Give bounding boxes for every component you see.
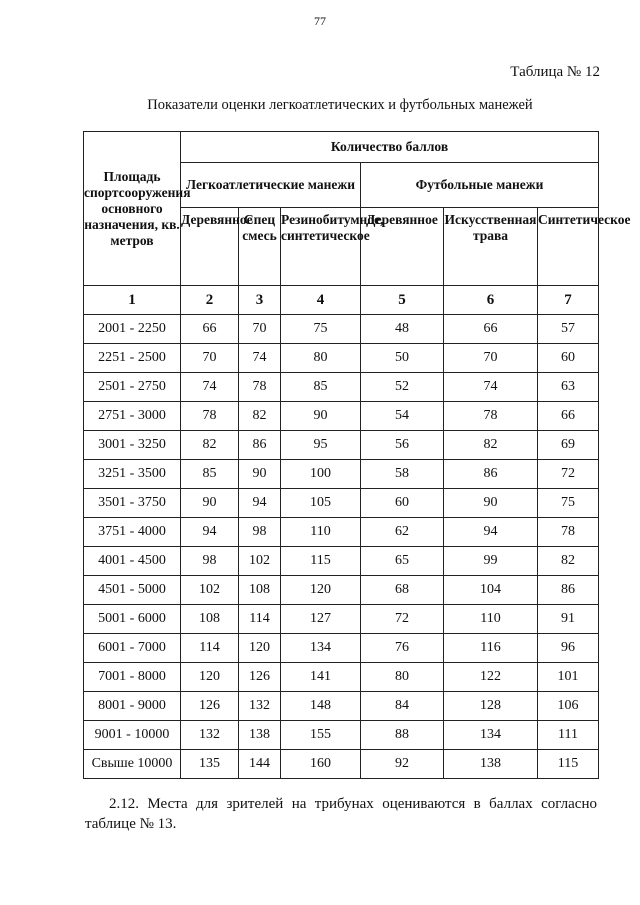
table-body [84, 315, 599, 779]
table-row [84, 547, 599, 576]
area-range-cell: 4001 - 4500 [84, 547, 181, 576]
column-number: 3 [239, 286, 281, 315]
score-cell: 115 [281, 547, 361, 576]
score-cell: 106 [538, 692, 599, 721]
score-cell: 138 [444, 750, 538, 779]
table-row [84, 460, 599, 489]
table-row [84, 518, 599, 547]
header-athletics-special: Спец смесь [239, 208, 281, 286]
table-row [84, 663, 599, 692]
score-cell: 70 [239, 315, 281, 344]
score-cell: 135 [181, 750, 239, 779]
score-cell: 52 [361, 373, 444, 402]
score-cell: 94 [181, 518, 239, 547]
score-cell: 90 [181, 489, 239, 518]
score-cell: 98 [239, 518, 281, 547]
score-cell: 82 [444, 431, 538, 460]
header-points: Количество баллов [181, 132, 599, 163]
score-cell: 90 [444, 489, 538, 518]
score-cell: 148 [281, 692, 361, 721]
scores-table [83, 131, 631, 779]
area-range-cell: 4501 - 5000 [84, 576, 181, 605]
header-football-wood: Деревянное [361, 208, 444, 286]
area-range-cell: 3001 - 3250 [84, 431, 181, 460]
score-cell: 111 [538, 721, 599, 750]
score-cell: 86 [239, 431, 281, 460]
header-football-synthetic: Синтетическое [538, 208, 599, 286]
table-row [84, 315, 599, 344]
area-range-cell: 3251 - 3500 [84, 460, 181, 489]
score-cell: 92 [361, 750, 444, 779]
score-cell: 48 [361, 315, 444, 344]
score-cell: 120 [239, 634, 281, 663]
score-cell: 86 [538, 576, 599, 605]
table-row [84, 605, 599, 634]
score-cell: 68 [361, 576, 444, 605]
header-football-artificial: Искусственная трава [444, 208, 538, 286]
table-row [84, 692, 599, 721]
score-cell: 94 [239, 489, 281, 518]
score-cell: 57 [538, 315, 599, 344]
score-cell: 85 [181, 460, 239, 489]
score-cell: 56 [361, 431, 444, 460]
score-cell: 132 [181, 721, 239, 750]
score-cell: 90 [239, 460, 281, 489]
score-cell: 134 [444, 721, 538, 750]
score-cell: 120 [181, 663, 239, 692]
score-cell: 74 [181, 373, 239, 402]
header-area: Площадь спортсооружения основного назначения, кв. метров [84, 132, 181, 286]
column-number: 2 [181, 286, 239, 315]
page-number: 77 [314, 14, 326, 28]
area-range-cell: 2001 - 2250 [84, 315, 181, 344]
score-cell: 108 [181, 605, 239, 634]
score-cell: 74 [239, 344, 281, 373]
score-cell: 110 [281, 518, 361, 547]
score-cell: 66 [181, 315, 239, 344]
score-cell: 134 [281, 634, 361, 663]
score-cell: 98 [181, 547, 239, 576]
score-cell: 132 [239, 692, 281, 721]
score-cell: 78 [239, 373, 281, 402]
score-cell: 72 [361, 605, 444, 634]
score-cell: 99 [444, 547, 538, 576]
score-cell: 102 [181, 576, 239, 605]
score-cell: 90 [281, 402, 361, 431]
area-range-cell: 8001 - 9000 [84, 692, 181, 721]
score-cell: 78 [181, 402, 239, 431]
column-number: 1 [84, 286, 181, 315]
header-football: Футбольные манежи [361, 163, 599, 208]
column-number: 7 [538, 286, 599, 315]
score-cell: 141 [281, 663, 361, 692]
table-row [84, 489, 599, 518]
table-row [84, 750, 599, 779]
score-cell: 63 [538, 373, 599, 402]
score-cell: 82 [239, 402, 281, 431]
score-cell: 74 [444, 373, 538, 402]
score-cell: 155 [281, 721, 361, 750]
score-cell: 94 [444, 518, 538, 547]
score-cell: 91 [538, 605, 599, 634]
score-cell: 105 [281, 489, 361, 518]
score-cell: 78 [444, 402, 538, 431]
score-cell: 69 [538, 431, 599, 460]
footer-paragraph: 2.12. Места для зрителей на трибунах оцениваются в баллах согласно таблице № 13. [85, 796, 597, 832]
header-athletics-rubber: Резинобитумное, синтетическое [281, 208, 361, 286]
score-cell: 75 [538, 489, 599, 518]
score-cell: 127 [281, 605, 361, 634]
score-cell: 76 [361, 634, 444, 663]
area-range-cell: 2751 - 3000 [84, 402, 181, 431]
table-label: Таблица № 12 [510, 64, 600, 80]
score-cell: 114 [239, 605, 281, 634]
area-range-cell: 5001 - 6000 [84, 605, 181, 634]
score-cell: 72 [538, 460, 599, 489]
score-cell: 82 [181, 431, 239, 460]
score-cell: 80 [361, 663, 444, 692]
table-row [84, 576, 599, 605]
score-cell: 86 [444, 460, 538, 489]
score-cell: 100 [281, 460, 361, 489]
score-cell: 82 [538, 547, 599, 576]
score-cell: 78 [538, 518, 599, 547]
score-cell: 126 [181, 692, 239, 721]
score-cell: 54 [361, 402, 444, 431]
score-cell: 62 [361, 518, 444, 547]
score-cell: 120 [281, 576, 361, 605]
area-range-cell: 3501 - 3750 [84, 489, 181, 518]
score-cell: 96 [538, 634, 599, 663]
score-cell: 101 [538, 663, 599, 692]
score-cell: 128 [444, 692, 538, 721]
score-cell: 80 [281, 344, 361, 373]
score-cell: 75 [281, 315, 361, 344]
table-row [84, 402, 599, 431]
table-row [84, 634, 599, 663]
score-cell: 66 [444, 315, 538, 344]
score-cell: 70 [444, 344, 538, 373]
score-cell: 65 [361, 547, 444, 576]
score-cell: 122 [444, 663, 538, 692]
score-cell: 85 [281, 373, 361, 402]
score-cell: 116 [444, 634, 538, 663]
column-number: 4 [281, 286, 361, 315]
table-row [84, 373, 599, 402]
score-cell: 108 [239, 576, 281, 605]
score-cell: 160 [281, 750, 361, 779]
table-title: Показатели оценки легкоатлетических и футбольных манежей [147, 97, 533, 113]
area-range-cell: 9001 - 10000 [84, 721, 181, 750]
score-cell: 84 [361, 692, 444, 721]
score-cell: 95 [281, 431, 361, 460]
score-cell: 66 [538, 402, 599, 431]
score-cell: 114 [181, 634, 239, 663]
score-cell: 138 [239, 721, 281, 750]
score-cell: 110 [444, 605, 538, 634]
table-row [84, 344, 599, 373]
score-cell: 70 [181, 344, 239, 373]
score-cell: 144 [239, 750, 281, 779]
score-cell: 60 [361, 489, 444, 518]
table-row [84, 721, 599, 750]
score-cell: 115 [538, 750, 599, 779]
score-cell: 50 [361, 344, 444, 373]
area-range-cell: 2251 - 2500 [84, 344, 181, 373]
score-cell: 104 [444, 576, 538, 605]
score-cell: 102 [239, 547, 281, 576]
score-cell: 60 [538, 344, 599, 373]
header-athletics: Легкоатлетические манежи [181, 163, 361, 208]
column-number-row [84, 286, 599, 315]
header-athletics-wood: Деревянное [181, 208, 239, 286]
score-cell: 58 [361, 460, 444, 489]
column-number: 5 [361, 286, 444, 315]
score-cell: 126 [239, 663, 281, 692]
area-range-cell: Свыше 10000 [84, 750, 181, 779]
area-range-cell: 7001 - 8000 [84, 663, 181, 692]
area-range-cell: 6001 - 7000 [84, 634, 181, 663]
score-cell: 88 [361, 721, 444, 750]
area-range-cell: 3751 - 4000 [84, 518, 181, 547]
column-number: 6 [444, 286, 538, 315]
area-range-cell: 2501 - 2750 [84, 373, 181, 402]
table-row [84, 431, 599, 460]
